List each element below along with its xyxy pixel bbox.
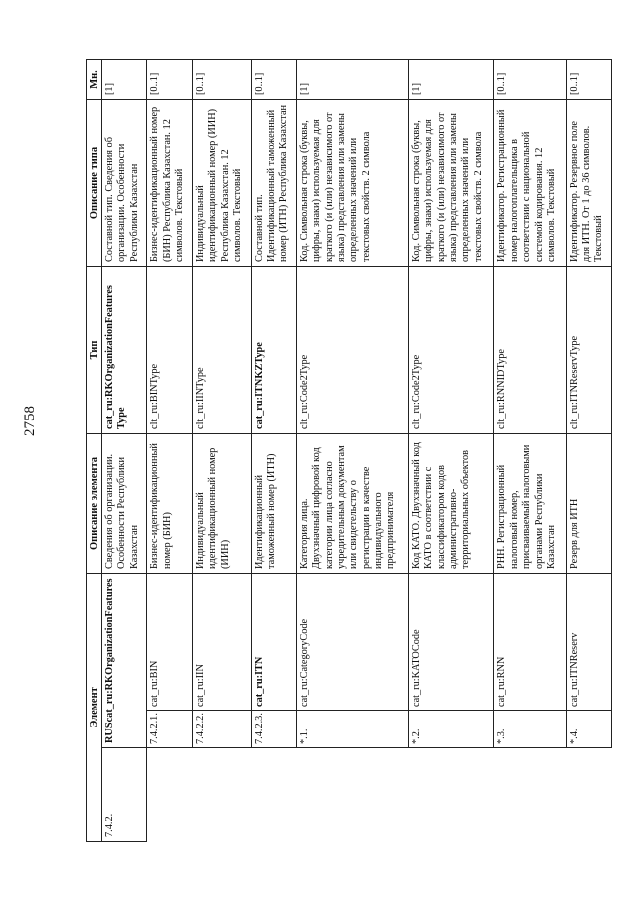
type-name: clt_ru:RNNIDType [494,267,566,434]
type-name: clt_ru:Code2Type [409,267,494,434]
type-name: clt_ru:BINType [147,267,192,434]
multiplicity: [1] [296,60,408,100]
element-name: RUScat_ru:RKOrganizationFeatures [102,574,147,748]
table-row [494,60,566,842]
table-row [566,60,611,842]
element-description: Идентификационный таможенный номер (ИТН) [251,434,296,574]
element-name: cat_ru:CategoryCode [298,618,310,707]
element-cell [147,574,192,748]
row-number: 7.4.2.2. [193,710,251,747]
header-element: Элемент [87,574,102,842]
type-name: cat_ru:RKOrganizationFeatures Type [102,267,147,434]
type-description: Код. Символьная строка (буквы, цифры, знаки) используемая для краткого (и (или) независимого от языка) представления или замены определенных значений или текстовых свойств. 2 символа [296,100,408,267]
type-description: Идентификатор. Регистрационный номер налогоплательщика в соответствии с национальной системой кодирования. 12 символов. Текстовый [494,100,566,267]
element-description: Индивидуальный идентификационный номер (ИИН) [192,434,251,574]
multiplicity: [1] [409,60,494,100]
element-cell [296,574,408,748]
element-description: Бизнес-идентификационный номер (БИН) [147,434,192,574]
indent-cell [566,748,611,842]
element-cell [192,574,251,748]
type-name: cat_ru:ITNKZType [251,267,296,434]
type-description: Составной тип. Сведения об организации. Особенности Республики Казахстан [102,100,147,267]
type-description: Идентификатор. Резервное поле для ИТН. От 1 до 36 символов. Текстовый [566,100,611,267]
table-header-row [87,60,102,842]
element-description: Код КАТО. Двухзначный код КАТО в соответствии с классификатором кодов административно-территориальных объектов [409,434,494,574]
table-row [102,60,147,842]
row-number: 7.4.2.1. [147,710,191,747]
element-cell [494,574,566,748]
type-name: clt_ru:IINType [192,267,251,434]
element-description: Категория лица. Двухзначный цифровой код категории лица согласно учредительным документам или свидетельству о регистрации в качестве индивидуального предпринимателя [296,434,408,574]
multiplicity: [0..1] [494,60,566,100]
table-row [147,60,192,842]
page-number: 2758 [22,406,38,436]
row-number: *.3. [494,710,565,747]
indent-cell [296,748,408,842]
table-row [192,60,251,842]
indent-cell [251,748,296,842]
element-description: Резерв для ИТН [566,434,611,574]
type-name: clt_ru:Code2Type [296,267,408,434]
indent-cell [409,748,494,842]
element-name: cat_ru:ITNReserv [568,632,580,707]
row-number: *.2. [409,710,493,747]
element-name: cat_ru:BIN [149,660,161,707]
type-description: Составной тип. Идентификационный таможенный номер (ИТН) Республика Казахстан [251,100,296,267]
element-name: cat_ru:RNN [496,656,508,707]
multiplicity: [0..1] [147,60,192,100]
element-name: cat_ru:IIN [194,664,206,707]
multiplicity: [0..1] [566,60,611,100]
row-number: *.1. [297,710,408,747]
element-description: Сведения об организации. Особенности Республики Казахстан [102,434,147,574]
multiplicity: [1] [102,60,147,100]
table-row [251,60,296,842]
type-description: Индивидуальный идентификационный номер (ИИН) Республика Казахстан. 12 символов. Текстовый [192,100,251,267]
table-row [409,60,494,842]
header-type: Тип [87,267,102,434]
type-description: Код. Символьная строка (буквы, цифры, знаки) используемая для краткого (и (или) независимого от языка) представления или замены определенных значений или текстовых свойств. 2 символа [409,100,494,267]
indent-cell [147,748,192,842]
row-number: *.4. [567,710,611,747]
element-cell [566,574,611,748]
element-name: cat_ru:KATOCode [411,629,423,707]
element-cell [251,574,296,748]
table-row [296,60,408,842]
element-name: cat_ru:ITN [253,656,265,707]
header-mn: Мн. [87,60,102,100]
header-type-desc: Описание типа [87,100,102,267]
row-number: 7.4.2. [102,748,147,842]
element-cell [409,574,494,748]
type-description: Бизнес-идентификационный номер (БИН) Республика Казахстан. 12 символов. Текстовый [147,100,192,267]
data-table [86,59,612,842]
indent-cell [192,748,251,842]
indent-cell [494,748,566,842]
type-name: clt_ru:ITNReservType [566,267,611,434]
header-element-desc: Описание элемента [87,434,102,574]
element-description: РНН. Регистрационный налоговый номер, присваиваемый налоговыми органами Республики Казахстан [494,434,566,574]
multiplicity: [0..1] [192,60,251,100]
multiplicity: [0..1] [251,60,296,100]
rotated-table-container [86,60,612,842]
row-number: 7.4.2.3. [252,710,296,747]
